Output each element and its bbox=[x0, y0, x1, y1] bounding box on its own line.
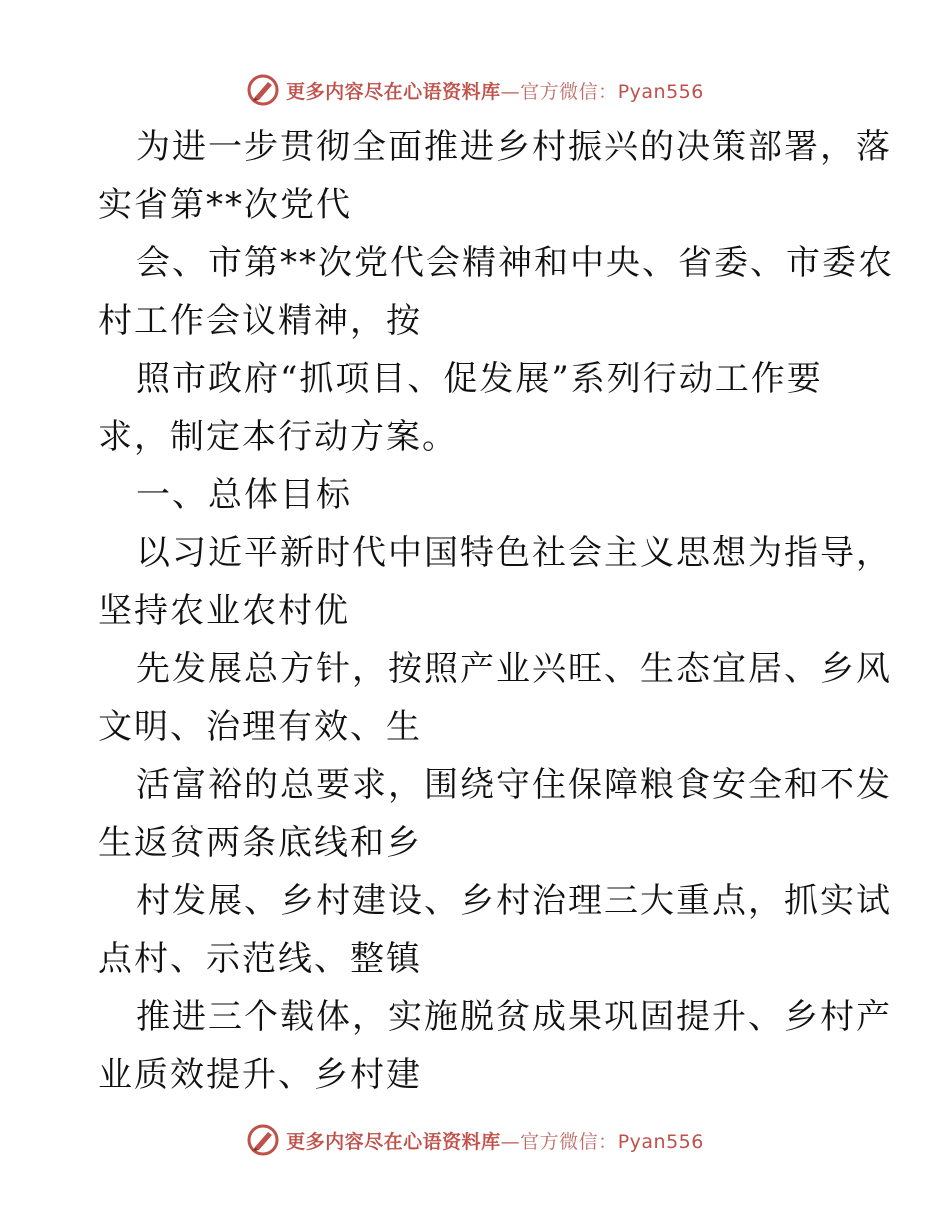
paragraph-line: 以习近平新时代中国特色社会主义思想为指导， bbox=[136, 533, 892, 573]
header-banner bbox=[0, 70, 950, 110]
header-banner-text bbox=[286, 77, 704, 104]
paragraph-line: 活富裕的总要求，围绕守住保障粮食安全和不发 bbox=[136, 765, 892, 805]
paragraph-line: 点村、示范线、整镇 bbox=[98, 939, 422, 979]
paragraph-line: 照市政府“抓项目、促发展”系列行动工作要 bbox=[136, 359, 823, 399]
footer-title: 更多内容尽在心语资料库 bbox=[286, 1130, 501, 1153]
paragraph-line: 一、总体目标 bbox=[136, 475, 352, 515]
paragraph-line: 文明、治理有效、生 bbox=[98, 707, 422, 747]
footer-banner-text bbox=[286, 1127, 704, 1154]
document-body bbox=[98, 118, 894, 1104]
paragraph-line: 业质效提升、乡村建 bbox=[98, 1055, 422, 1095]
paragraph-line: 为进一步贯彻全面推进乡村振兴的决策部署，落 bbox=[136, 127, 892, 167]
brand-logo-icon bbox=[246, 1123, 280, 1157]
paragraph-line: 求，制定本行动方案。 bbox=[98, 417, 458, 457]
header-wechat-id: Pyan556 bbox=[617, 80, 704, 103]
paragraph-line: 生返贫两条底线和乡 bbox=[98, 823, 422, 863]
footer-wechat-label: 官方微信： bbox=[520, 1130, 618, 1153]
header-dash: — bbox=[500, 80, 521, 103]
paragraph-line: 会、市第**次党代会精神和中央、省委、市委农 bbox=[136, 243, 894, 283]
brand-logo-icon bbox=[246, 73, 280, 107]
footer-wechat-id: Pyan556 bbox=[617, 1130, 704, 1153]
paragraph-line: 村发展、乡村建设、乡村治理三大重点，抓实试 bbox=[136, 881, 892, 921]
header-title: 更多内容尽在心语资料库 bbox=[286, 80, 501, 103]
paragraph-line: 实省第**次党代 bbox=[98, 185, 352, 225]
paragraph-line: 推进三个载体，实施脱贫成果巩固提升、乡村产 bbox=[136, 997, 892, 1037]
paragraph-line: 先发展总方针，按照产业兴旺、生态宜居、乡风 bbox=[136, 649, 892, 689]
paragraph-line: 村工作会议精神，按 bbox=[98, 301, 422, 341]
paragraph-line: 坚持农业农村优 bbox=[98, 591, 350, 631]
header-wechat-label: 官方微信： bbox=[520, 80, 618, 103]
footer-dash: — bbox=[500, 1130, 521, 1153]
footer-banner bbox=[0, 1120, 950, 1160]
